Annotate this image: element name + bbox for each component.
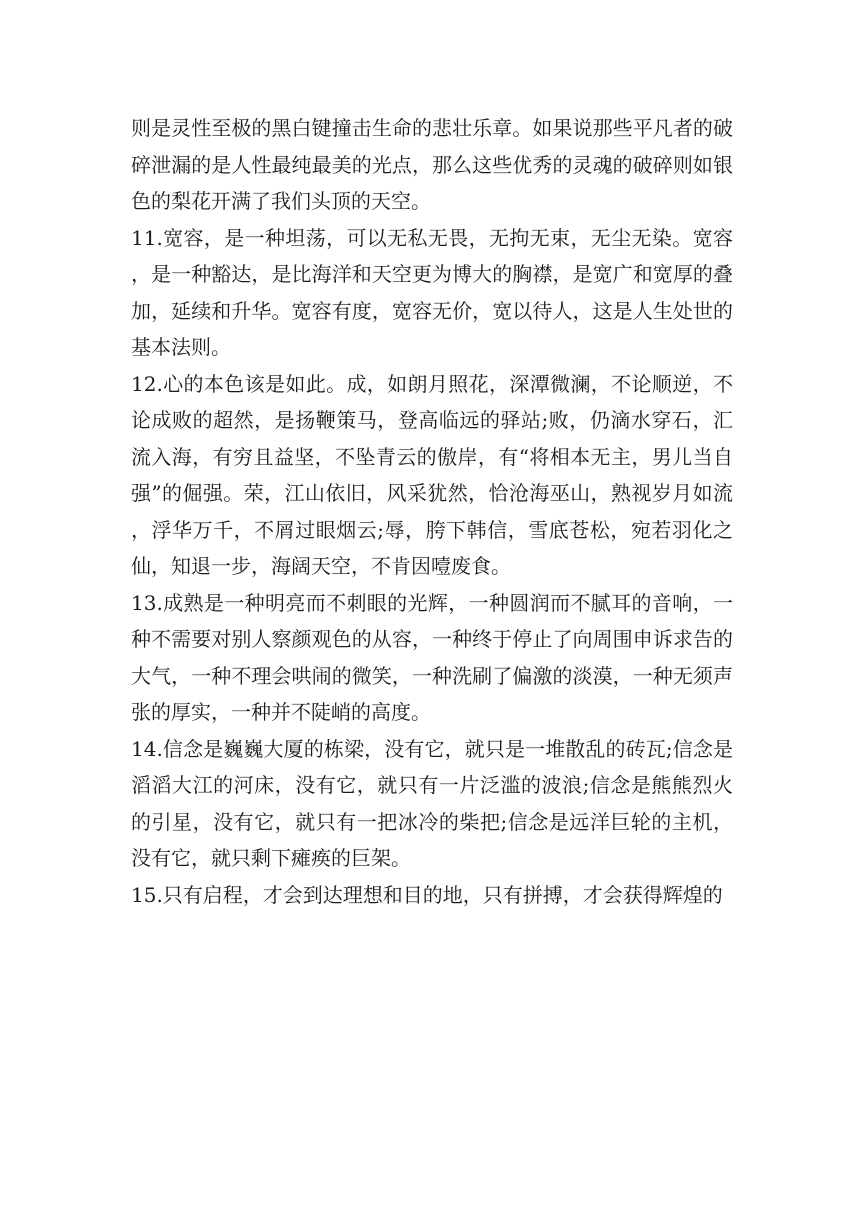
paragraph-12: 12.心的本色该是如此。成，如朗月照花，深潭微澜，不论顺逆，不论成败的超然，是扬鞭策马，登高临远的驿站;败，仍滴水穿石，汇流入海，有穷且益坚，不坠青云的傲岸，有“将相本无主，男儿当自强”的倔强。荣，江山依旧，风采犹然，恰沧海巫山，熟视岁月如流，浮华万千，不屑过眼烟云;辱，胯下韩信，雪底苍松，宛若羽化之仙，知退一步，海阔天空，不肯因噎废食。 <box>131 371 733 578</box>
paragraph-15: 15.只有启程，才会到达理想和目的地，只有拼搏，才会获得辉煌的 <box>131 882 723 907</box>
document-page <box>131 110 733 913</box>
paragraph-13: 13.成熟是一种明亮而不刺眼的光辉，一种圆润而不腻耳的音响，一种不需要对别人察颜观色的从容，一种终于停止了向周围申诉求告的大气，一种不理会哄闹的微笑，一种洗刷了偏激的淡漠，一种无须声张的厚实，一种并不陡峭的高度。 <box>131 590 733 724</box>
paragraph-continued: 则是灵性至极的黑白键撞击生命的悲壮乐章。如果说那些平凡者的破碎泄漏的是人性最纯最美的光点，那么这些优秀的灵魂的破碎则如银色的梨花开满了我们头顶的天空。 <box>131 116 733 213</box>
paragraph-14: 14.信念是巍巍大厦的栋梁，没有它，就只是一堆散乱的砖瓦;信念是滔滔大江的河床，没有它，就只有一片泛滥的波浪;信念是熊熊烈火的引星，没有它，就只有一把冰冷的柴把;信念是远洋巨轮的主机，没有它，就只剩下瘫痪的巨架。 <box>131 736 733 870</box>
paragraph-11: 11.宽容，是一种坦荡，可以无私无畏，无拘无束，无尘无染。宽容，是一种豁达，是比海洋和天空更为博大的胸襟，是宽广和宽厚的叠加，延续和升华。宽容有度，宽容无价，宽以待人，这是人生处世的基本法则。 <box>131 225 733 359</box>
